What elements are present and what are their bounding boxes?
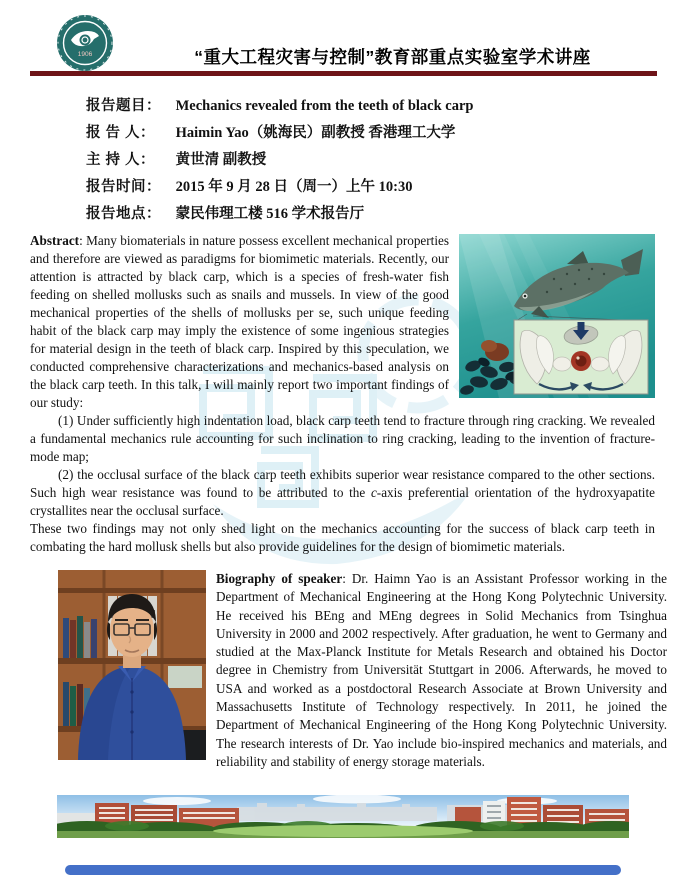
header-divider <box>30 71 657 76</box>
header <box>0 0 685 80</box>
biography-heading: Biography of speaker <box>216 571 343 586</box>
info-label: 主 持 人： <box>86 152 156 168</box>
page-title: “重大工程灾害与控制”教育部重点实验室学术讲座 <box>194 47 591 67</box>
info-row-time <box>86 177 685 197</box>
info-value: 2015 年 9 月 28 日（周一）上午 10:30 <box>175 179 413 195</box>
info-label: 报告地点： <box>86 206 161 222</box>
abstract-closing: These two findings may not only shed light on the mechanics accounting for the success of black carp teeth in combating the hard mollusk shells but also provide guidelines for the design of biomimetic materials. <box>30 521 655 554</box>
info-label: 报告题目： <box>86 98 161 114</box>
info-row-host <box>86 150 685 170</box>
teeth-inset-diagram <box>514 320 648 394</box>
speaker-photo-image <box>58 570 206 760</box>
logo-year: 1906 <box>77 51 93 58</box>
university-logo-icon <box>56 14 114 72</box>
info-value: Haimin Yao（姚海民）副教授 香港理工大学 <box>175 125 456 141</box>
footer-bar <box>65 865 621 875</box>
info-row-topic <box>86 96 685 116</box>
abstract-body: : Many biomaterials in nature possess excellent mechanical properties and therefore are viewed as paradigms for biomimetic materials. Recently, our attention is attracted by black carp, which is a species of fresh-water fish feeding on shelled mollusks such as snails and mussels. In view of the good mechanical properties of the shells of mollusks per se, such unique feeding habit of the black carp may imply the existence of some ingenious strategies for material design in the teeth of black carp. Inspired by this speculation, we conducted comprehensive characterizations and mechanics-based analysis on the black carp teeth. In this talk, I will mainly report two important findings of our study: <box>30 233 449 410</box>
black-carp-figure-image <box>459 234 655 398</box>
campus-panorama-image <box>57 795 629 838</box>
lecture-info <box>86 96 685 224</box>
finding-1: (1) Under sufficiently high indentation load, black carp teeth tend to fracture through ring cracking. We revealed a fundamental mechanics rule accounting for such inclination to ring cracking, leading to the invention of fracture-mode map; <box>30 413 655 464</box>
info-value: 蒙民伟理工楼 516 学术报告厅 <box>175 206 365 222</box>
info-row-venue <box>86 204 685 224</box>
biography-section <box>58 570 667 771</box>
info-label: 报 告 人： <box>86 125 156 141</box>
info-value: 黄世清 副教授 <box>175 152 267 168</box>
info-label: 报告时间： <box>86 179 161 195</box>
abstract-section <box>30 232 655 556</box>
info-row-speaker <box>86 123 685 143</box>
info-value: Mechanics revealed from the teeth of black carp <box>175 98 474 114</box>
finding-2: (2) the occlusal surface of the black carp teeth exhibits superior wear resistance compared to the other sections. Such high wear resistance was found to be attributed to the c-axis preferential orientation of the hydroxyapatite crystallites near the occlusal surface. <box>30 467 655 518</box>
biography-text: Biography of speaker: Dr. Haimn Yao is an Assistant Professor working in the Department of Mechanical Engineering at the Hong Kong Polytechnic University. He received his BEng and MEng degrees in Solid Mechanics from Tsinghua University in 2000 and 2002 respectively. After graduation, he went to Germany and studied at the Max-Planck Institute for Metals Research and obtained his Doctor degree in Chemistry from Universität Stuttgart in 2006. Afterwards, he moved to USA and worked as a postdoctoral Research Associate at Brown University and Massachusetts Institute of Technology respectively. In 2011, he joined the Department of Mechanical Engineering of the Hong Kong Polytechnic University. The research interests of Dr. Yao include bio-inspired mechanics and materials, and reliability and stability of energy storage materials. <box>216 571 667 769</box>
abstract-heading: Abstract <box>30 233 80 248</box>
